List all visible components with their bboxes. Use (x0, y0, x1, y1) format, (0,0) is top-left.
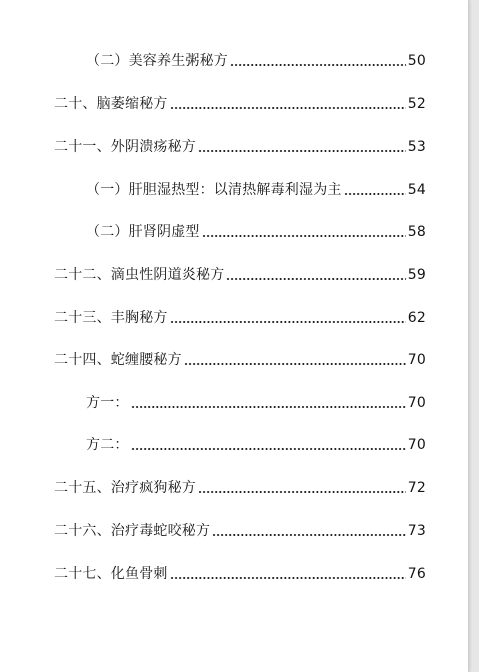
toc-entry[interactable] (54, 305, 426, 327)
dot-leader (226, 278, 405, 280)
toc-entry[interactable] (86, 390, 426, 412)
toc-entry-title: （二）肝肾阴虚型 (86, 224, 200, 240)
toc-entry[interactable] (54, 518, 426, 540)
toc-entry-page-number: 50 (407, 53, 426, 69)
toc-entry-page-number: 53 (407, 139, 426, 155)
toc-entry-title: （一）肝胆湿热型：以清热解毒利湿为主 (86, 182, 342, 198)
toc-entry[interactable] (54, 262, 426, 284)
toc-entry-page-number: 70 (407, 395, 426, 411)
toc-entry[interactable] (86, 177, 426, 199)
dot-leader (198, 150, 406, 152)
toc-entry[interactable] (86, 432, 426, 454)
dot-leader (131, 406, 406, 408)
toc-entry-title: 二十五、治疗疯狗秘方 (54, 480, 196, 496)
toc-entry-title: 二十二、滴虫性阴道炎秘方 (54, 267, 225, 283)
dot-leader (344, 193, 406, 195)
toc-entry-page-number: 73 (407, 523, 426, 539)
dot-leader (170, 321, 406, 323)
toc-entry-page-number: 58 (407, 224, 426, 240)
toc-entry[interactable] (54, 347, 426, 369)
toc-entry-title: 二十三、丰胸秘方 (54, 310, 168, 326)
toc-entry-page-number: 59 (407, 267, 426, 283)
toc-entry-title: 二十四、蛇缠腰秘方 (54, 352, 182, 368)
toc-entry-page-number: 54 (407, 182, 426, 198)
toc-entry-page-number: 62 (407, 310, 426, 326)
dot-leader (170, 107, 406, 109)
toc-entry-title: 二十、脑萎缩秘方 (54, 96, 168, 112)
toc-entry-title: 方二： (86, 437, 129, 453)
toc-entry-page-number: 52 (407, 96, 426, 112)
toc-entry-page-number: 70 (407, 437, 426, 453)
toc-entry-page-number: 70 (407, 352, 426, 368)
toc-entry[interactable] (54, 91, 426, 113)
toc-entry-page-number: 72 (407, 480, 426, 496)
toc-entry[interactable] (86, 48, 426, 70)
dot-leader (131, 448, 406, 450)
dot-leader (230, 64, 406, 66)
toc-entry-title: 方一： (86, 395, 129, 411)
toc-entry-page-number: 76 (407, 566, 426, 582)
toc-entry-title: 二十一、外阴溃疡秘方 (54, 139, 196, 155)
dot-leader (198, 491, 406, 493)
dot-leader (212, 534, 406, 536)
toc-entry-title: 二十六、治疗毒蛇咬秘方 (54, 523, 211, 539)
dot-leader (170, 577, 406, 579)
toc-entry[interactable] (86, 219, 426, 241)
toc-entry-title: （二）美容养生粥秘方 (86, 53, 228, 69)
toc-entry-title: 二十七、化鱼骨刺 (54, 566, 168, 582)
dot-leader (202, 235, 406, 237)
toc-entry[interactable] (54, 134, 426, 156)
toc-entry[interactable] (54, 561, 426, 583)
dot-leader (184, 363, 406, 365)
toc-entry[interactable] (54, 475, 426, 497)
